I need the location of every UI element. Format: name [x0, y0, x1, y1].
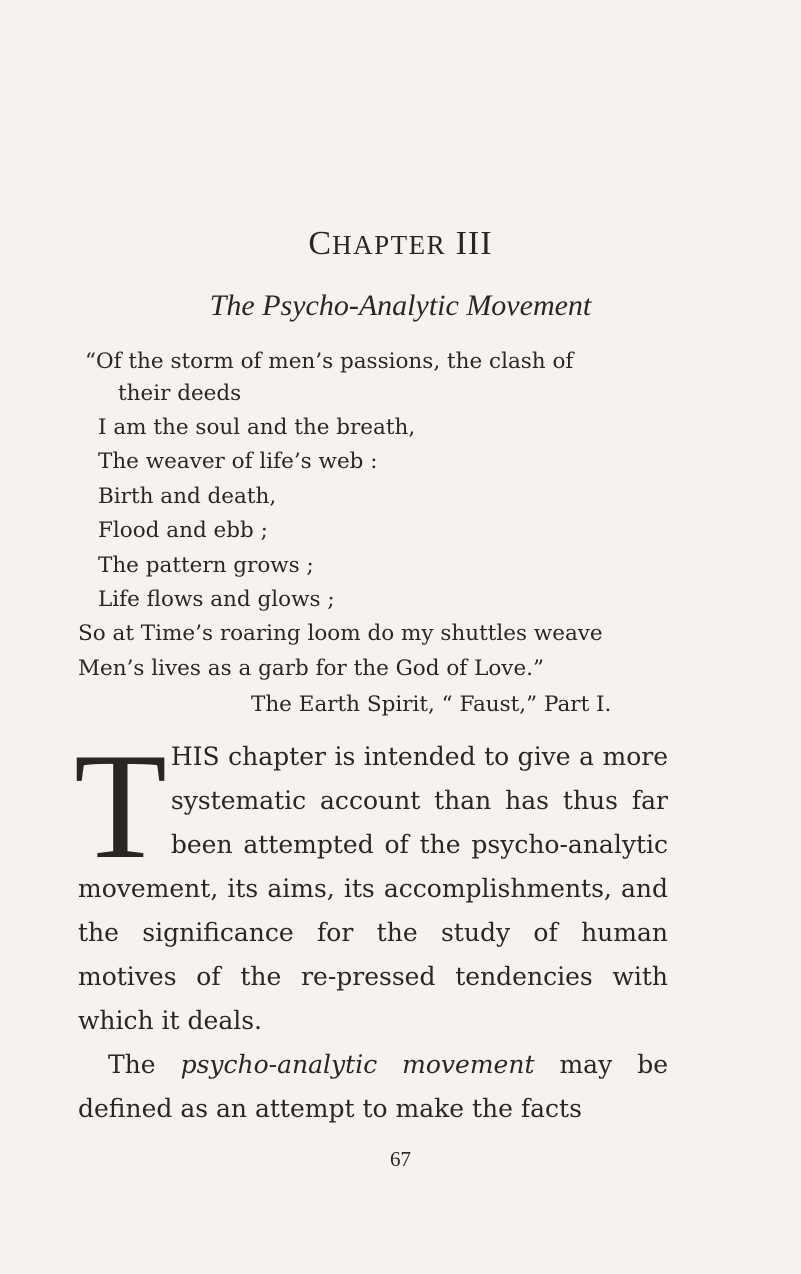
epigraph-line: I am the soul and the breath,: [98, 415, 416, 440]
paragraph: [78, 1043, 668, 1131]
chapter-heading: [0, 224, 801, 265]
epigraph-line: “Of the storm of men’s passions, the clash of: [85, 349, 574, 374]
emphasized-term: psycho-analytic movement: [180, 1050, 535, 1079]
paragraph: [74, 722, 668, 1043]
epigraph-line: So at Time’s roaring loom do my shuttles weave: [78, 621, 603, 646]
epigraph-line: Men’s lives as a garb for the God of Love.”: [78, 656, 544, 681]
epigraph-attribution: The Earth Spirit, “ Faust,” Part I.: [251, 692, 612, 717]
epigraph-line: Flood and ebb ;: [98, 518, 268, 543]
chapter-title: The Psycho-Analytic Movement: [209, 289, 592, 322]
paragraph-lead: The: [108, 1050, 181, 1079]
epigraph-line: Birth and death,: [98, 484, 277, 509]
epigraph-line: The pattern grows ;: [98, 553, 314, 578]
chapter-heading-initial: C: [308, 225, 333, 262]
paragraph-rest: may be defined as an attempt to make the facts: [78, 1050, 668, 1123]
epigraph-line: their deeds: [118, 381, 242, 406]
body-text: [74, 722, 668, 1131]
epigraph-line: The weaver of life’s web :: [98, 449, 378, 474]
chapter-heading-numeral: III: [455, 225, 493, 262]
drop-cap: T: [74, 722, 167, 890]
chapter-heading-rest: HAPTER: [332, 230, 447, 260]
paragraph-text: HIS chapter is intended to give a more systematic account than has thus far been attempted of the psycho-analytic movement, its aims, its accomplishments, and the significance for the study of human motives of the re-pressed tendencies with which it deals.: [78, 742, 668, 1035]
page-number: 67: [390, 1147, 411, 1171]
epigraph-line: Life flows and glows ;: [98, 587, 335, 612]
